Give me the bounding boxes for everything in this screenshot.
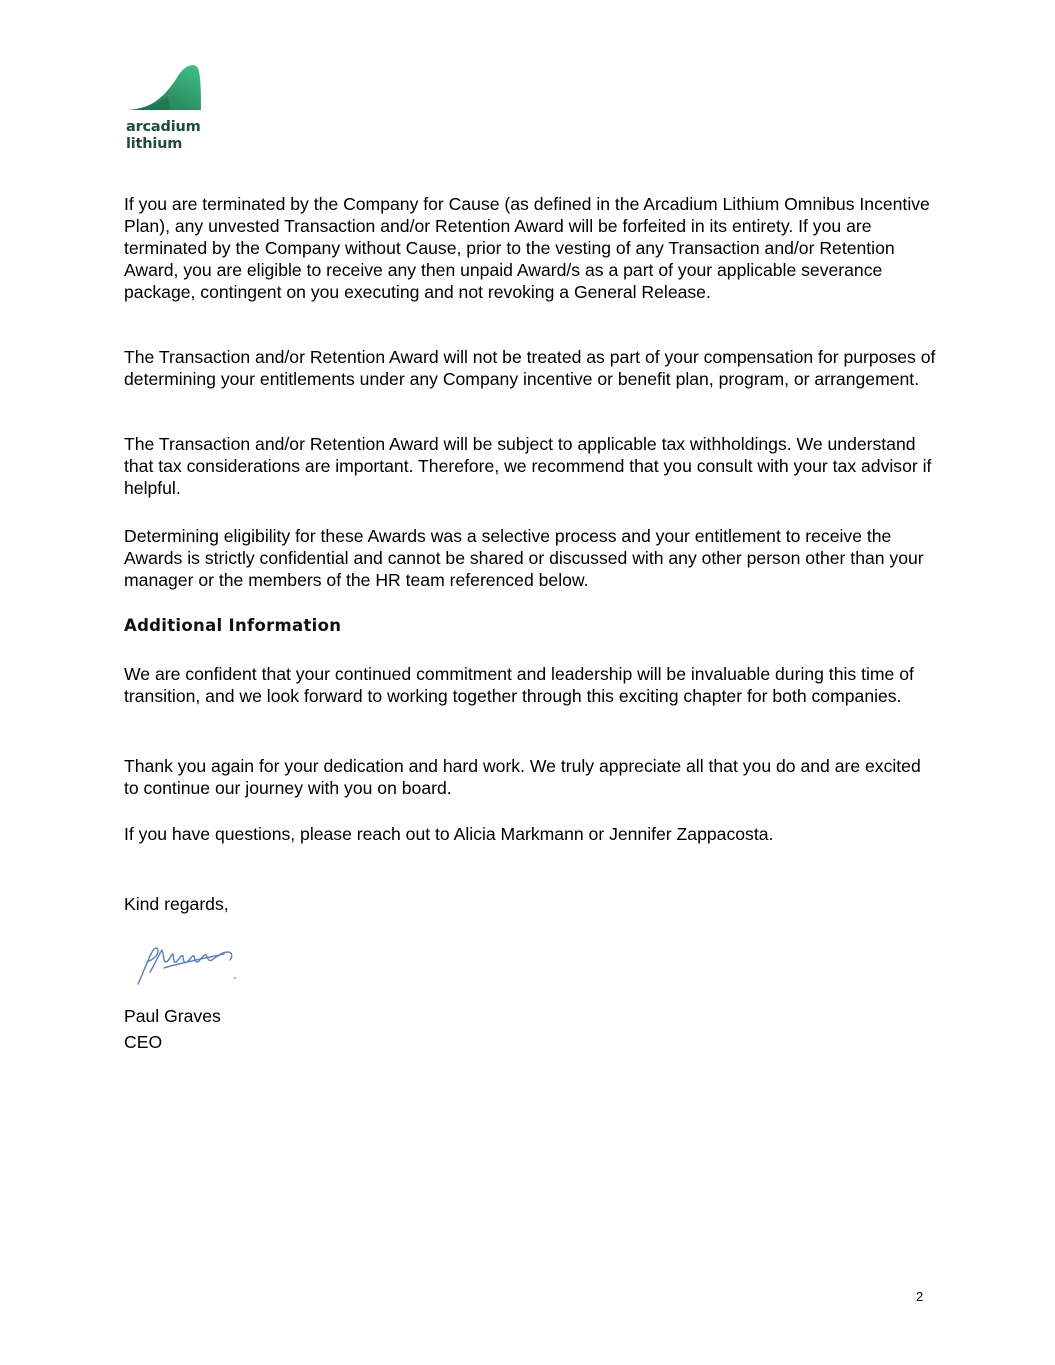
signer-name: Paul Graves xyxy=(124,1006,221,1026)
paragraph-commitment: We are confident that your continued commitment and leadership will be invaluable during this time of transition, and we look forward to working together through this exciting chapter for both companies. xyxy=(124,664,914,706)
logo-line-2: lithium xyxy=(126,136,183,152)
logo-wordmark xyxy=(126,119,201,153)
closing: Kind regards, xyxy=(124,894,229,914)
paragraph-contacts: If you have questions, please reach out to Alicia Markmann or Jennifer Zappacosta. xyxy=(124,824,774,844)
paragraph-tax: The Transaction and/or Retention Award will be subject to applicable tax withholdings. We understand that tax considerations are important. Therefore, we recommend that you consult with your tax advisor if helpful. xyxy=(124,434,932,498)
signer-title: CEO xyxy=(124,1032,163,1052)
logo-line-1: arcadium xyxy=(126,119,201,135)
signature xyxy=(136,942,246,992)
paragraph-compensation: The Transaction and/or Retention Award will not be treated as part of your compensation for purposes of determining your entitlements under any Company incentive or benefit plan, program, or arrangement. xyxy=(124,347,936,389)
handwritten-signature xyxy=(136,942,246,992)
paragraph-confidentiality: Determining eligibility for these Awards was a selective process and your entitlement to receive the Awards is strictly confidential and cannot be shared or discussed with any other person other than your manager or the members of the HR team referenced below. xyxy=(124,526,924,590)
section-heading: Additional Information xyxy=(124,616,342,635)
paragraph-thanks: Thank you again for your dedication and hard work. We truly appreciate all that you do and are excited to continue our journey with you on board. xyxy=(124,756,921,798)
arcadium-leaf-icon xyxy=(124,62,214,118)
page-number: 2 xyxy=(916,1289,924,1304)
company-logo xyxy=(124,62,214,156)
paragraph-termination: If you are terminated by the Company for Cause (as defined in the Arcadium Lithium Omnibus Incentive Plan), any unvested Transaction and/or Retention Award will be forfeited in its entirety. If you are terminated by the Company without Cause, prior to the vesting of any Transaction and/or Retention Award, you are eligible to receive any then unpaid Award/s as a part of your applicable severance package, contingent on you executing and not revoking a General Release. xyxy=(124,194,930,302)
